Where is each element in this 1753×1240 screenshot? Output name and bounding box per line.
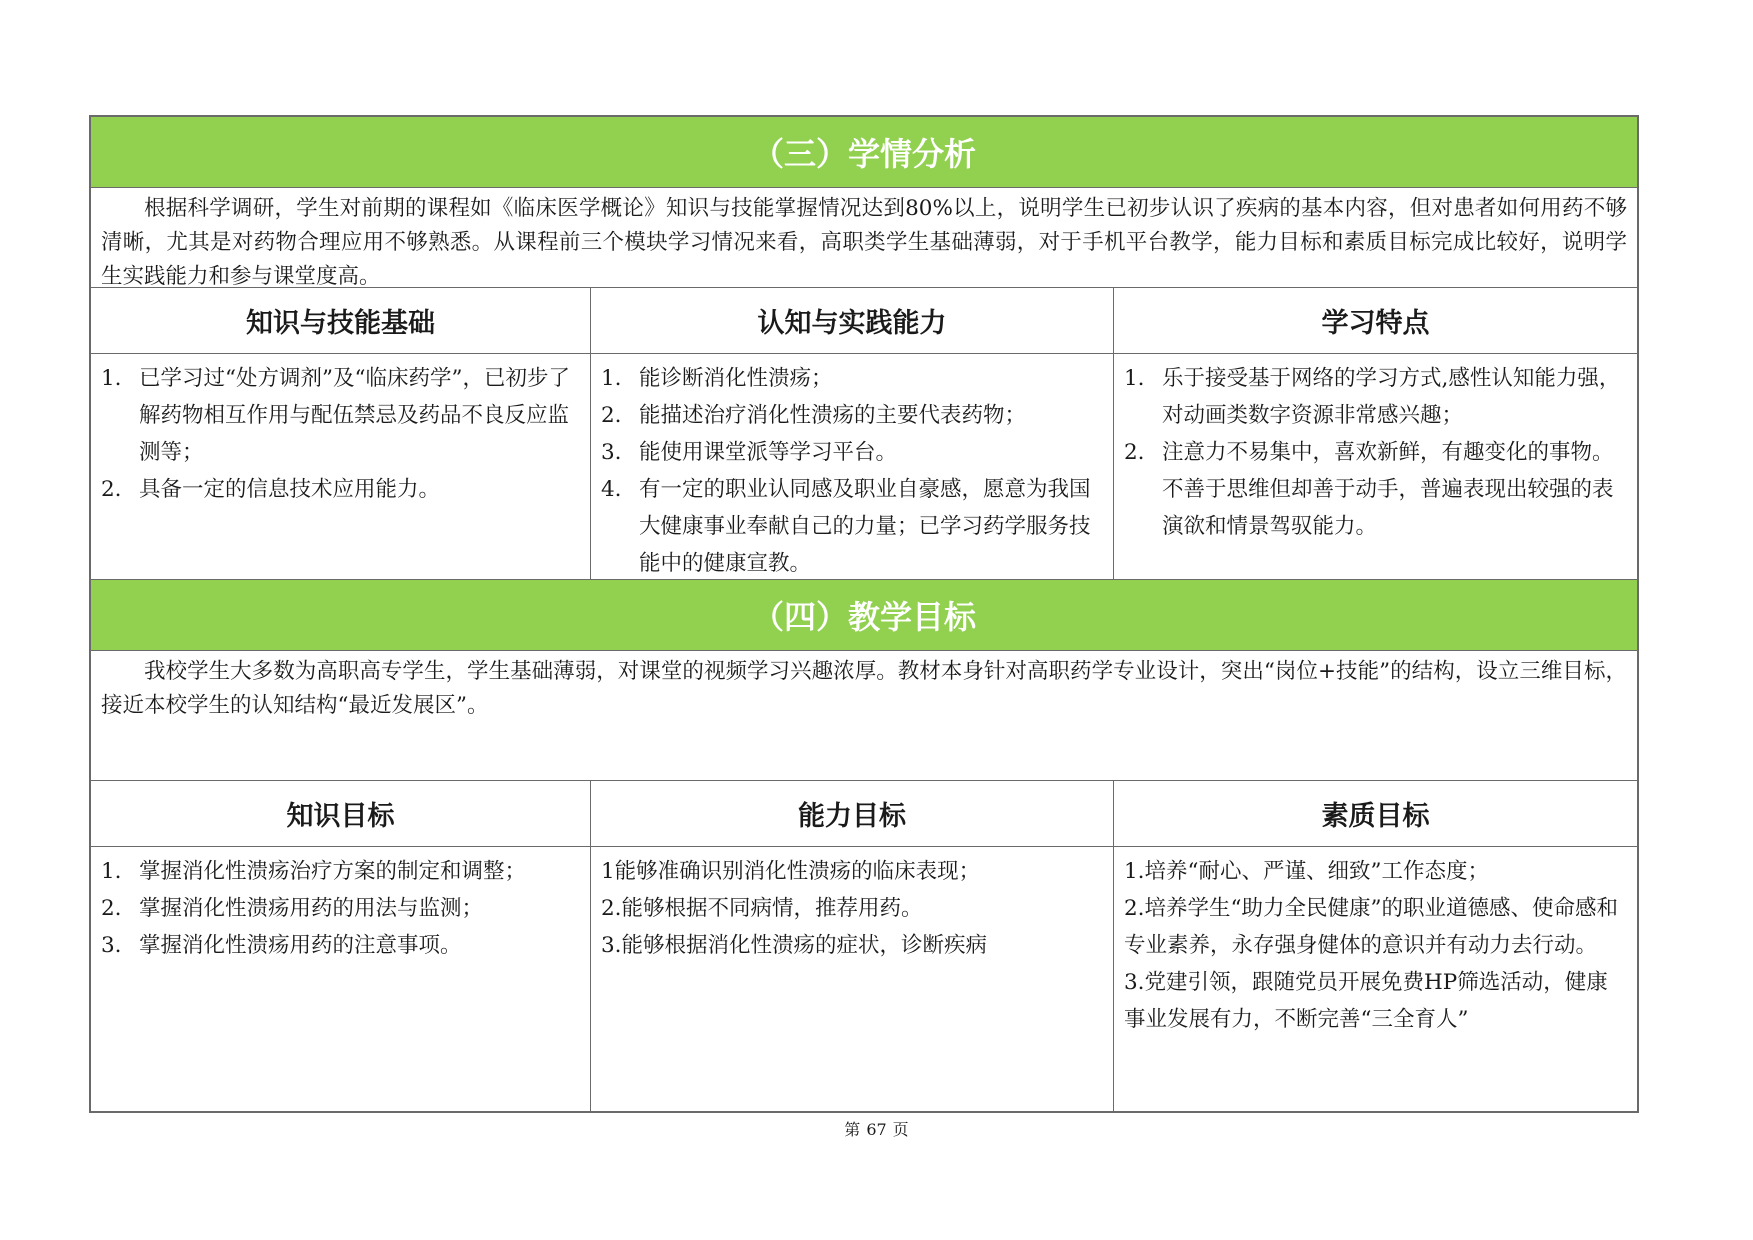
list-number: 1. — [101, 366, 122, 391]
list-text: 乐于接受基于网络的学习方式,感性认知能力强，对动画类数字资源非常感兴趣； — [1162, 366, 1621, 428]
list-text: 掌握消化性溃疡用药的注意事项。 — [139, 933, 462, 958]
teaching-objectives-content-row — [91, 847, 1637, 1111]
list-item — [101, 360, 582, 471]
list-text: 已学习过“处方调剂”及“临床药学”，已初步了解药物相互作用与配伍禁忌及药品不良反应监测等； — [139, 366, 570, 465]
list-number: 1. — [101, 859, 122, 884]
list-text: 能描述治疗消化性溃疡的主要代表药物； — [639, 403, 1027, 428]
list-item: 2.培养学生“助力全民健康”的职业道德感、使命感和专业素养，永存强身健体的意识并有动力去行动。 — [1124, 896, 1618, 958]
list-number: 2. — [601, 403, 622, 428]
list-item: 1能够准确识别消化性溃疡的临床表现； — [601, 859, 981, 884]
page-number: 67 — [866, 1120, 887, 1139]
list-item: 3.能够根据消化性溃疡的症状，诊断疾病 — [601, 933, 988, 958]
list-item — [1124, 434, 1629, 545]
header-ability-objectives: 能力目标 — [591, 781, 1114, 846]
list-item: 2.能够根据不同病情，推荐用药。 — [601, 896, 923, 921]
section-title-student-analysis: （三）学情分析 — [91, 117, 1637, 188]
list-text: 能使用课堂派等学习平台。 — [639, 440, 898, 465]
page-suffix: 页 — [892, 1120, 909, 1139]
list-item — [101, 927, 582, 964]
header-cognitive-practice-ability: 认知与实践能力 — [591, 288, 1114, 353]
list-text: 具备一定的信息技术应用能力。 — [139, 477, 441, 502]
list-text: 能诊断消化性溃疡； — [639, 366, 833, 391]
page-prefix: 第 — [844, 1120, 861, 1139]
header-learning-characteristics: 学习特点 — [1321, 308, 1430, 339]
list-item — [101, 853, 582, 890]
ability-objectives-list — [591, 847, 1114, 1111]
list-text: 注意力不易集中，喜欢新鲜，有趣变化的事物。不善于思维但却善于动手，普遍表现出较强的表演欲和情景驾驭能力。 — [1162, 440, 1614, 539]
list-text: 掌握消化性溃疡治疗方案的制定和调整； — [139, 859, 527, 884]
student-analysis-paragraph: 根据科学调研，学生对前期的课程如《临床医学概论》知识与技能掌握情况达到80%以上，说明学生已初步认识了疾病的基本内容，但对患者如何用药不够清晰，尤其是对药物合理应用不够熟悉。从课程前三个模块学习情况来看，高职类学生基础薄弱，对于手机平台教学，能力目标和素质目标完成比较好，说明学生实践能力和参与课堂度高。 — [91, 188, 1637, 288]
list-number: 2. — [101, 896, 122, 921]
document-table — [89, 115, 1639, 1113]
header-quality-objectives: 素质目标 — [1321, 801, 1430, 832]
list-item — [1124, 360, 1629, 434]
list-number: 3. — [601, 440, 622, 465]
knowledge-skill-basis-list — [91, 354, 591, 579]
list-number: 2. — [1124, 440, 1145, 465]
list-item — [601, 397, 1105, 434]
list-text: 掌握消化性溃疡用药的用法与监测； — [139, 896, 484, 921]
quality-objectives-list — [1114, 847, 1637, 1111]
list-item: 1.培养“耐心、严谨、细致”工作态度； — [1124, 859, 1489, 884]
header-knowledge-objectives: 知识目标 — [91, 781, 591, 846]
page-footer — [0, 1117, 1753, 1140]
list-item — [601, 434, 1105, 471]
list-item — [101, 890, 582, 927]
list-text: 有一定的职业认同感及职业自豪感，愿意为我国大健康事业奉献自己的力量；已学习药学服务技能中的健康宣教。 — [639, 477, 1091, 576]
teaching-objectives-header-row — [91, 781, 1637, 847]
list-item — [601, 360, 1105, 397]
header-knowledge-skill-basis: 知识与技能基础 — [91, 288, 591, 353]
list-number: 1. — [1124, 366, 1145, 391]
learning-characteristics-list — [1114, 354, 1637, 579]
knowledge-objectives-list — [91, 847, 591, 1111]
section-title-teaching-objectives: （四）教学目标 — [91, 580, 1637, 651]
teaching-objectives-paragraph: 我校学生大多数为高职高专学生，学生基础薄弱，对课堂的视频学习兴趣浓厚。教材本身针对高职药学专业设计，突出“岗位+技能”的结构，设立三维目标，接近本校学生的认知结构“最近发展区”。 — [91, 651, 1637, 781]
list-item — [101, 471, 582, 508]
student-analysis-content-row — [91, 354, 1637, 580]
student-analysis-header-row — [91, 288, 1637, 354]
list-number: 3. — [101, 933, 122, 958]
list-number: 4. — [601, 477, 622, 502]
list-number: 1. — [601, 366, 622, 391]
list-item: 3.党建引领，跟随党员开展免费HP筛选活动，健康事业发展有力，不断完善“三全育人” — [1124, 970, 1608, 1032]
cognitive-practice-ability-list — [591, 354, 1114, 579]
list-number: 2. — [101, 477, 122, 502]
list-item — [601, 471, 1105, 582]
